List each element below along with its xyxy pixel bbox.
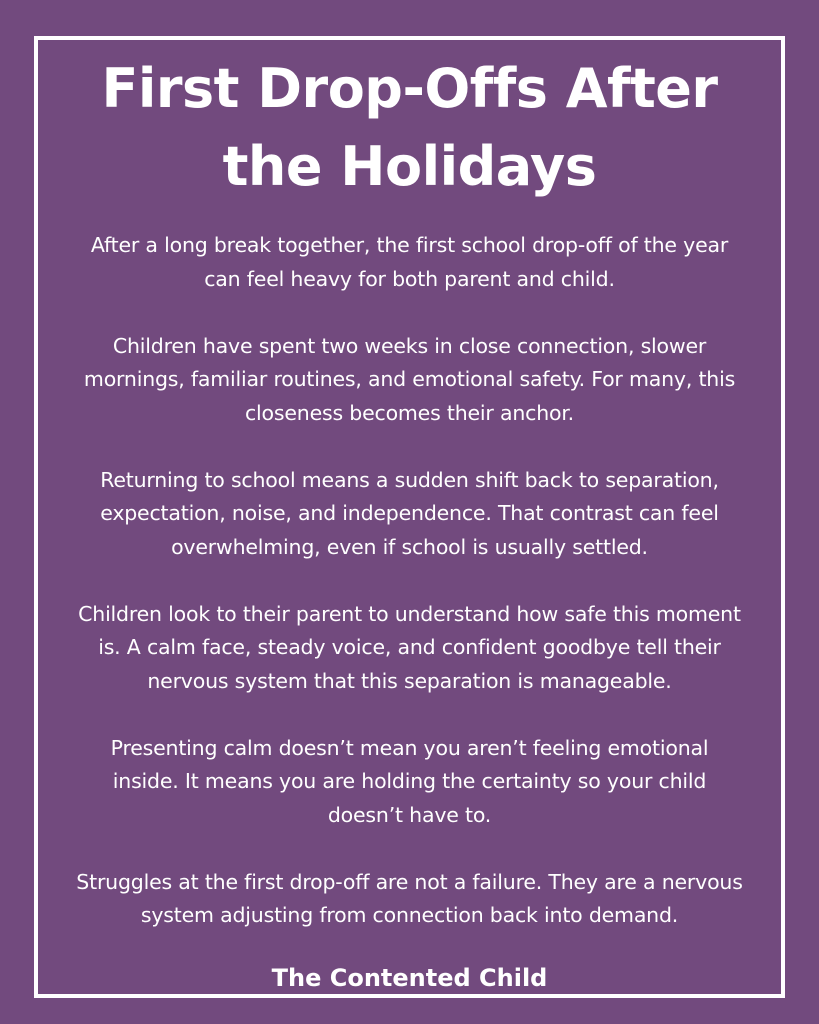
paragraph-returning: Returning to school means a sudden shift back to separation, expectation, noise, and independence. That contrast can feel overwhelming, even if school is usually settled. [100, 467, 719, 559]
article-body [76, 229, 743, 933]
paragraph-connection: Children have spent two weeks in close connection, slower mornings, familiar routines, and emotional safety. For many, this closeness becomes their anchor. [83, 333, 736, 425]
paragraph-parent-cues: Children look to their parent to understand how safe this moment is. A calm face, steady voice, and confident goodbye tell their nervous system that this separation is manageable. [78, 601, 741, 693]
brand-name: The Contented Child [271, 964, 548, 992]
page-title: First Drop-Offs After the Holidays [101, 57, 718, 198]
paragraph-presenting-calm: Presenting calm doesn’t mean you aren’t feeling emotional inside. It means you are holding the certainty so your child doesn’t have to. [110, 735, 709, 827]
paragraph-struggles: Struggles at the first drop-off are not a failure. They are a nervous system adjusting from connection back into demand. [76, 869, 743, 927]
paragraph-intro: After a long break together, the first school drop-off of the year can feel heavy for both parent and child. [90, 233, 729, 291]
